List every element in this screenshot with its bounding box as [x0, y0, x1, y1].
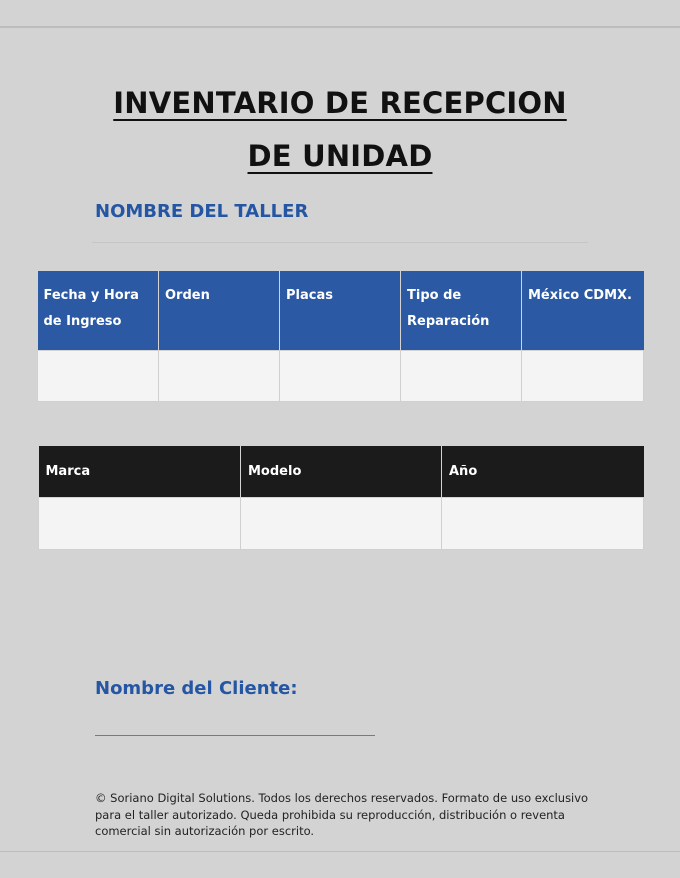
- title-text-2: DE UNIDAD: [247, 139, 433, 173]
- vehicle-header-row: [39, 446, 644, 498]
- shop-name-field-line[interactable]: [92, 242, 588, 243]
- page-bottom-rule: [0, 851, 680, 852]
- client-name-label: Nombre del Cliente:: [95, 678, 298, 699]
- table-row: [39, 498, 644, 550]
- page-top-rule: [0, 26, 680, 28]
- reception-table: [37, 271, 644, 402]
- cell-modelo[interactable]: [241, 498, 442, 550]
- title-text-1: INVENTARIO DE RECEPCION: [113, 86, 567, 120]
- reception-header-row: [38, 271, 644, 351]
- header-fecha-hora: Fecha y Hora de Ingreso: [38, 271, 159, 351]
- header-anio: Año: [442, 446, 644, 498]
- header-modelo: Modelo: [241, 446, 442, 498]
- header-placas: Placas: [280, 271, 401, 351]
- cell-orden[interactable]: [159, 351, 280, 402]
- cell-ubicacion[interactable]: [522, 351, 644, 402]
- cell-placas[interactable]: [280, 351, 401, 402]
- cell-anio[interactable]: [442, 498, 644, 550]
- table-row: [38, 351, 644, 402]
- header-marca: Marca: [39, 446, 241, 498]
- copyright-footer: © Soriano Digital Solutions. Todos los derechos reservados. Formato de uso exclusivo para el taller autorizado. Queda prohibida su reproducción, distribución o reventa comercial sin autorización por escrito.: [95, 791, 589, 838]
- document-title-line-2: [0, 139, 680, 173]
- header-tipo-reparacion: Tipo de Reparación: [401, 271, 522, 351]
- document-title-line-1: [0, 86, 680, 120]
- header-ubicacion: México CDMX.: [522, 271, 644, 351]
- cell-marca[interactable]: [39, 498, 241, 550]
- cell-fecha-hora[interactable]: [38, 351, 159, 402]
- client-name-field-line[interactable]: [95, 735, 375, 736]
- vehicle-table: [38, 446, 644, 550]
- header-orden: Orden: [159, 271, 280, 351]
- cell-tipo-reparacion[interactable]: [401, 351, 522, 402]
- shop-name-label: NOMBRE DEL TALLER: [95, 201, 309, 222]
